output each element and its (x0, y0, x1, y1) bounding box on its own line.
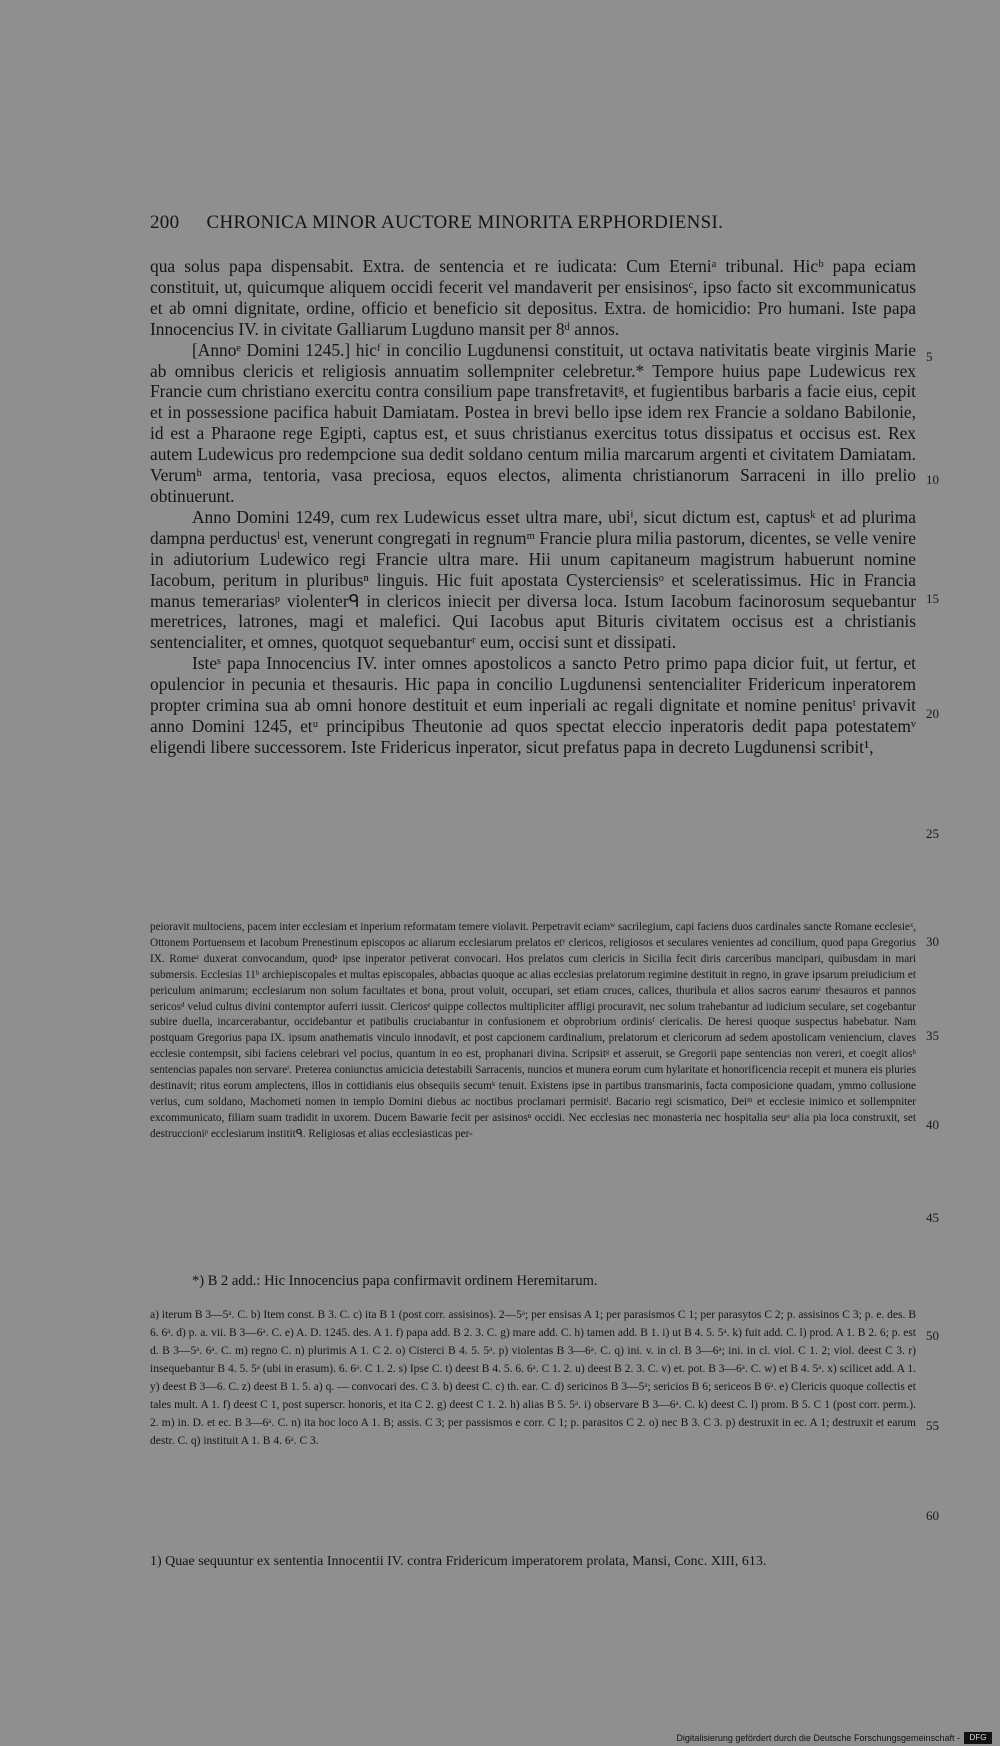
running-title: CHRONICA MINOR AUCTORE MINORITA ERPHORDIENSI. (206, 212, 724, 233)
line-number: 10 (926, 472, 939, 487)
line-number: 35 (926, 1028, 939, 1043)
line-number: 55 (926, 1418, 939, 1433)
line-number: 30 (926, 934, 939, 949)
line-number: 60 (926, 1508, 939, 1523)
line-number: 15 (926, 591, 939, 606)
digitization-credit: Digitalisierung gefördert durch die Deutsche Forschungsgemeinschaft - (676, 1733, 960, 1743)
paragraph: [Annoᵉ Domini 1245.] hicᶠ in concilio Lugdunensi constituit, ut octava nativitatis beate virginis Marie ab omnibus clericis et religiosis annuatim sollempniter celebretur.* Tempore huius pape Ludewicus rex Francie cum christiano exercitu contra consilium pape transfretavitᵍ, et fugientibus barbaris a facie eius, cepit et in possessione pacifica habuit Damiatam. Postea in brevi bello ipse idem rex Francie a soldano Babilonie, id est a Pharaone rege Egipti, captus est, et suus christianus exercitus totus dissipatus et occisus est. Rex autem Ludewicus pro redempcione sua dedit soldano centum milia marcarum argenti et civitatem Damiatam. Verumʰ arma, tentoria, vasa preciosa, equos electos, alimenta christianorum Sarraceni in illo prelio obtinuerunt. (150, 339, 916, 506)
line-number: 25 (926, 826, 939, 841)
line-number: 45 (926, 1210, 939, 1225)
added-note: *) B 2 add.: Hic Innocencius papa confirmavit ordinem Heremitarum. (192, 1273, 598, 1289)
footnote: 1) Quae sequuntur ex sententia Innocentii IV. contra Fridericum imperatorem prolata, Mansi, Conc. XIII, 613. (150, 1554, 767, 1569)
paragraph: Isteˢ papa Innocencius IV. inter omnes apostolicos a sancto Petro primo papa dicior fuit, ut fertur, et opulencior in pecunia et thesauris. Hic papa in concilio Lugdunensi sentencialiter Fridericum inperatorem propter crimina sua ab omni honore destituit et eum inperiali ac regali dignitate et nomine penitusᵗ privavit anno Domini 1245, etᵘ principibus Theutonie ad quos spectat eleccio inperatoris dedit papa potestatemᵛ eligendi libere successorem. Iste Fridericus inperator, sicut prefatus papa in decreto Lugdunensi scribit¹, (150, 653, 916, 757)
critical-apparatus: a) iterum B 3—5ᵃ. C. b) Item const. B 3. C. c) ita B 1 (post corr. assisinos). 2—5ᵃ; per ensisas A 1; per parasismos C 1; per parasytos C 2; p. assisinos C 3; p. e. des. B 6. 6ᵃ. d) p. a. vii. B 3—6ᵃ. C. e) A. D. 1245. des. A 1. f) papa add. B 2. 3. C. g) mare add. C. h) tamen add. B 1. i) ut B 4. 5. 5ᵃ. k) fuit add. C. l) prod. A 1. B 2. 6; p. est d. B 3—5ᵃ. 6ᵃ. C. m) regno C. n) plurimis A 1. C 2. o) Cisterci B 4. 5. 5ᵃ. p) violentas B 3—6ᵃ. C. q) ini. v. in cl. B 3—6ᵃ; ini. in cl. viol. C 1. 2; viol. deest C 3. r) insequebantur B 4. 5. 5ᵃ (ubi in erasum). 6. 6ᵃ. C 1. 2. s) Ipse C. t) deest B 4. 5. 6. 6ᵃ. C 1. 2. u) deest B 2. 3. C. v) et. pot. B 3—6ᵃ. C. w) et B 4. 5ᵃ. x) scilicet add. A 1. y) deest B 3—6. C. z) deest B 1. 5. a) q. — convocari des. C 3. b) deest C. c) th. ear. C. d) sericinos B 3—5ᵃ; sericios B 6; sericeos B 6ᵃ. e) Clericis quoque collectis et tales mult. A 1. f) deest C 1, post superscr. honoris, et ita C 2. g) deest C 1. 2. h) alias B 5. 5ᵃ. i) observare B 3—6ᵃ. C. k) deest C. l) prom. B 5. C 1 (post corr. perm.). 2. m) in. D. et ec. B 3—6ᵃ. C. n) ita hoc loco A 1. B; assis. C 3; per passismos e corr. C 1; p. parasitos C 2. o) nec B 3. C 3. p) destruxit in ec. A 1; destruxit et earum destr. C. q) instituit A 1. B 4. 6ᵃ. C 3. (150, 1309, 916, 1447)
line-number: 20 (926, 706, 939, 721)
line-number: 5 (926, 349, 933, 364)
paragraph: Anno Domini 1249, cum rex Ludewicus esset ultra mare, ubiⁱ, sicut dictum est, captusᵏ et ad plurima dampna perductusˡ est, venerunt congregati in regnumᵐ Francie plura milia pastorum, dicentes, se velle venire in adiutorium Ludewico regi Francie ultra mare. Hii unum capitaneum magistrum habuerunt nomine Iacobum, peritum in pluribusⁿ linguis. Hic fuit apostata Cysterciensisᵒ et sceleratissimus. Hic in Francia manus temerariasᵖ violenterᑫ in clericos iniecit per diversa loca. Istum Iacobum facinorosum sequebantur meretrices, latrones, magi et malefici. Qui Iacobus aput Bituris civitatem occisus est a christianis sentencialiter, et omnes, quotquot sequebanturʳ eum, occisi sunt et dissipati. (150, 506, 916, 653)
running-header (150, 212, 916, 234)
line-number: 50 (926, 1328, 939, 1343)
dfg-logo: DFG (964, 1732, 992, 1744)
decree-quotation: peioravit multociens, pacem inter ecclesiam et inperium reformatam temere violavit. Perpetravit eciamʷ sacrilegium, capi faciens duos cardinales sancte Romane ecclesieˣ, Ottonem Portuensem et Iacobum Prenestinum episcopos ac aliarum ecclesiarum prelatos etʸ clericos, religiosos et seculares venientes ad concilium, quod papa Gregorius IX. Romeᶻ duxerat convocandum, quodᵃ ipse inperator petiverat convocari. Hos prelatos cum clericis in Sicilia fecit diris carceribus mancipari, quibusdam in mari submersis. Ecclesias 11ᵇ archiepiscopales et multas episcopales, abbacias quoque ac alias ecclesias prelatorum regimine destituit in regno, in grave ipsarum preiudicium et periculum animarum; ecclesiarum non solum facultates et bona, prout voluit, occupari, set etiam cruces, calices, thuribula et alios sacros earumᶜ thesauros et pannos sericosᵈ velud cultus divini contemptor auferri iussit. Clericosᵉ quippe collectos multipliciter affligi procuravit, nec solum trahebantur ad iudicium seculare, set cogebantur subire duella, incarcerabantur, occidebantur et patibulis cruciabantur in confusionem et obprobrium ordinisᶠ clericalis. De heresi quoque suspectus habebatur. Nam postquam Gregorius papa IX. ipsum anathematis vinculo innodavit, et post capcionem cardinalium, prelatorum et clericorum ad sedem apostolicam veniencium, claves ecclesie contempsit, sibi faciens celebrari vel pocius, quantum in eo est, prophanari divina. Scripsitᵍ et asseruit, se Gregorii pape sentencias non vereri, et coegit aliosʰ sentencias papales non servareⁱ. Preterea coniunctus amicicia detestabili Sarracenis, nuncios et munera eorum cum hylaritate et honorificencia recepit et munera eis pluries destinavit; ritus eorum amplectens, illos in cottidianis eius obsequiis secumᵏ tenuit. Existens ipse in partibus transmarinis, facta composicione quadam, ymmo collusione verius, cum soldano, Machometi nomen in templo Domini diebus ac noctibus proclamari permisitˡ. Bacario regi scismatico, Deiᵐ et ecclesie inimico et sollempniter excommunicato, filiam suam tradidit in uxorem. Ducem Bawarie fecit per asisinosⁿ occidi. Nec ecclesias nec monasteria nec hospitalia seuᵒ alia pia loca construxit, set destruccioniᵖ ecclesiarum instititᑫ. Religiosas et alias ecclesiasticas per- (150, 921, 916, 1140)
main-text (150, 256, 916, 758)
page-number: 200 (150, 212, 180, 233)
line-number: 40 (926, 1117, 939, 1132)
paragraph: qua solus papa dispensabit. Extra. de sentencia et re iudicata: Cum Eterniᵃ tribunal. Hicᵇ papa eciam constituit, ut, quicumque aliquem occidi fecerit vel mandaverit per ensisinosᶜ, ipso facto sit excommunicatus et ab omni dignitate, ordine, officio et beneficio sit depositus. Extra. de homicidio: Pro humani. Iste papa Innocencius IV. in civitate Galliarum Lugduno mansit per 8ᵈ annos. (150, 256, 916, 339)
